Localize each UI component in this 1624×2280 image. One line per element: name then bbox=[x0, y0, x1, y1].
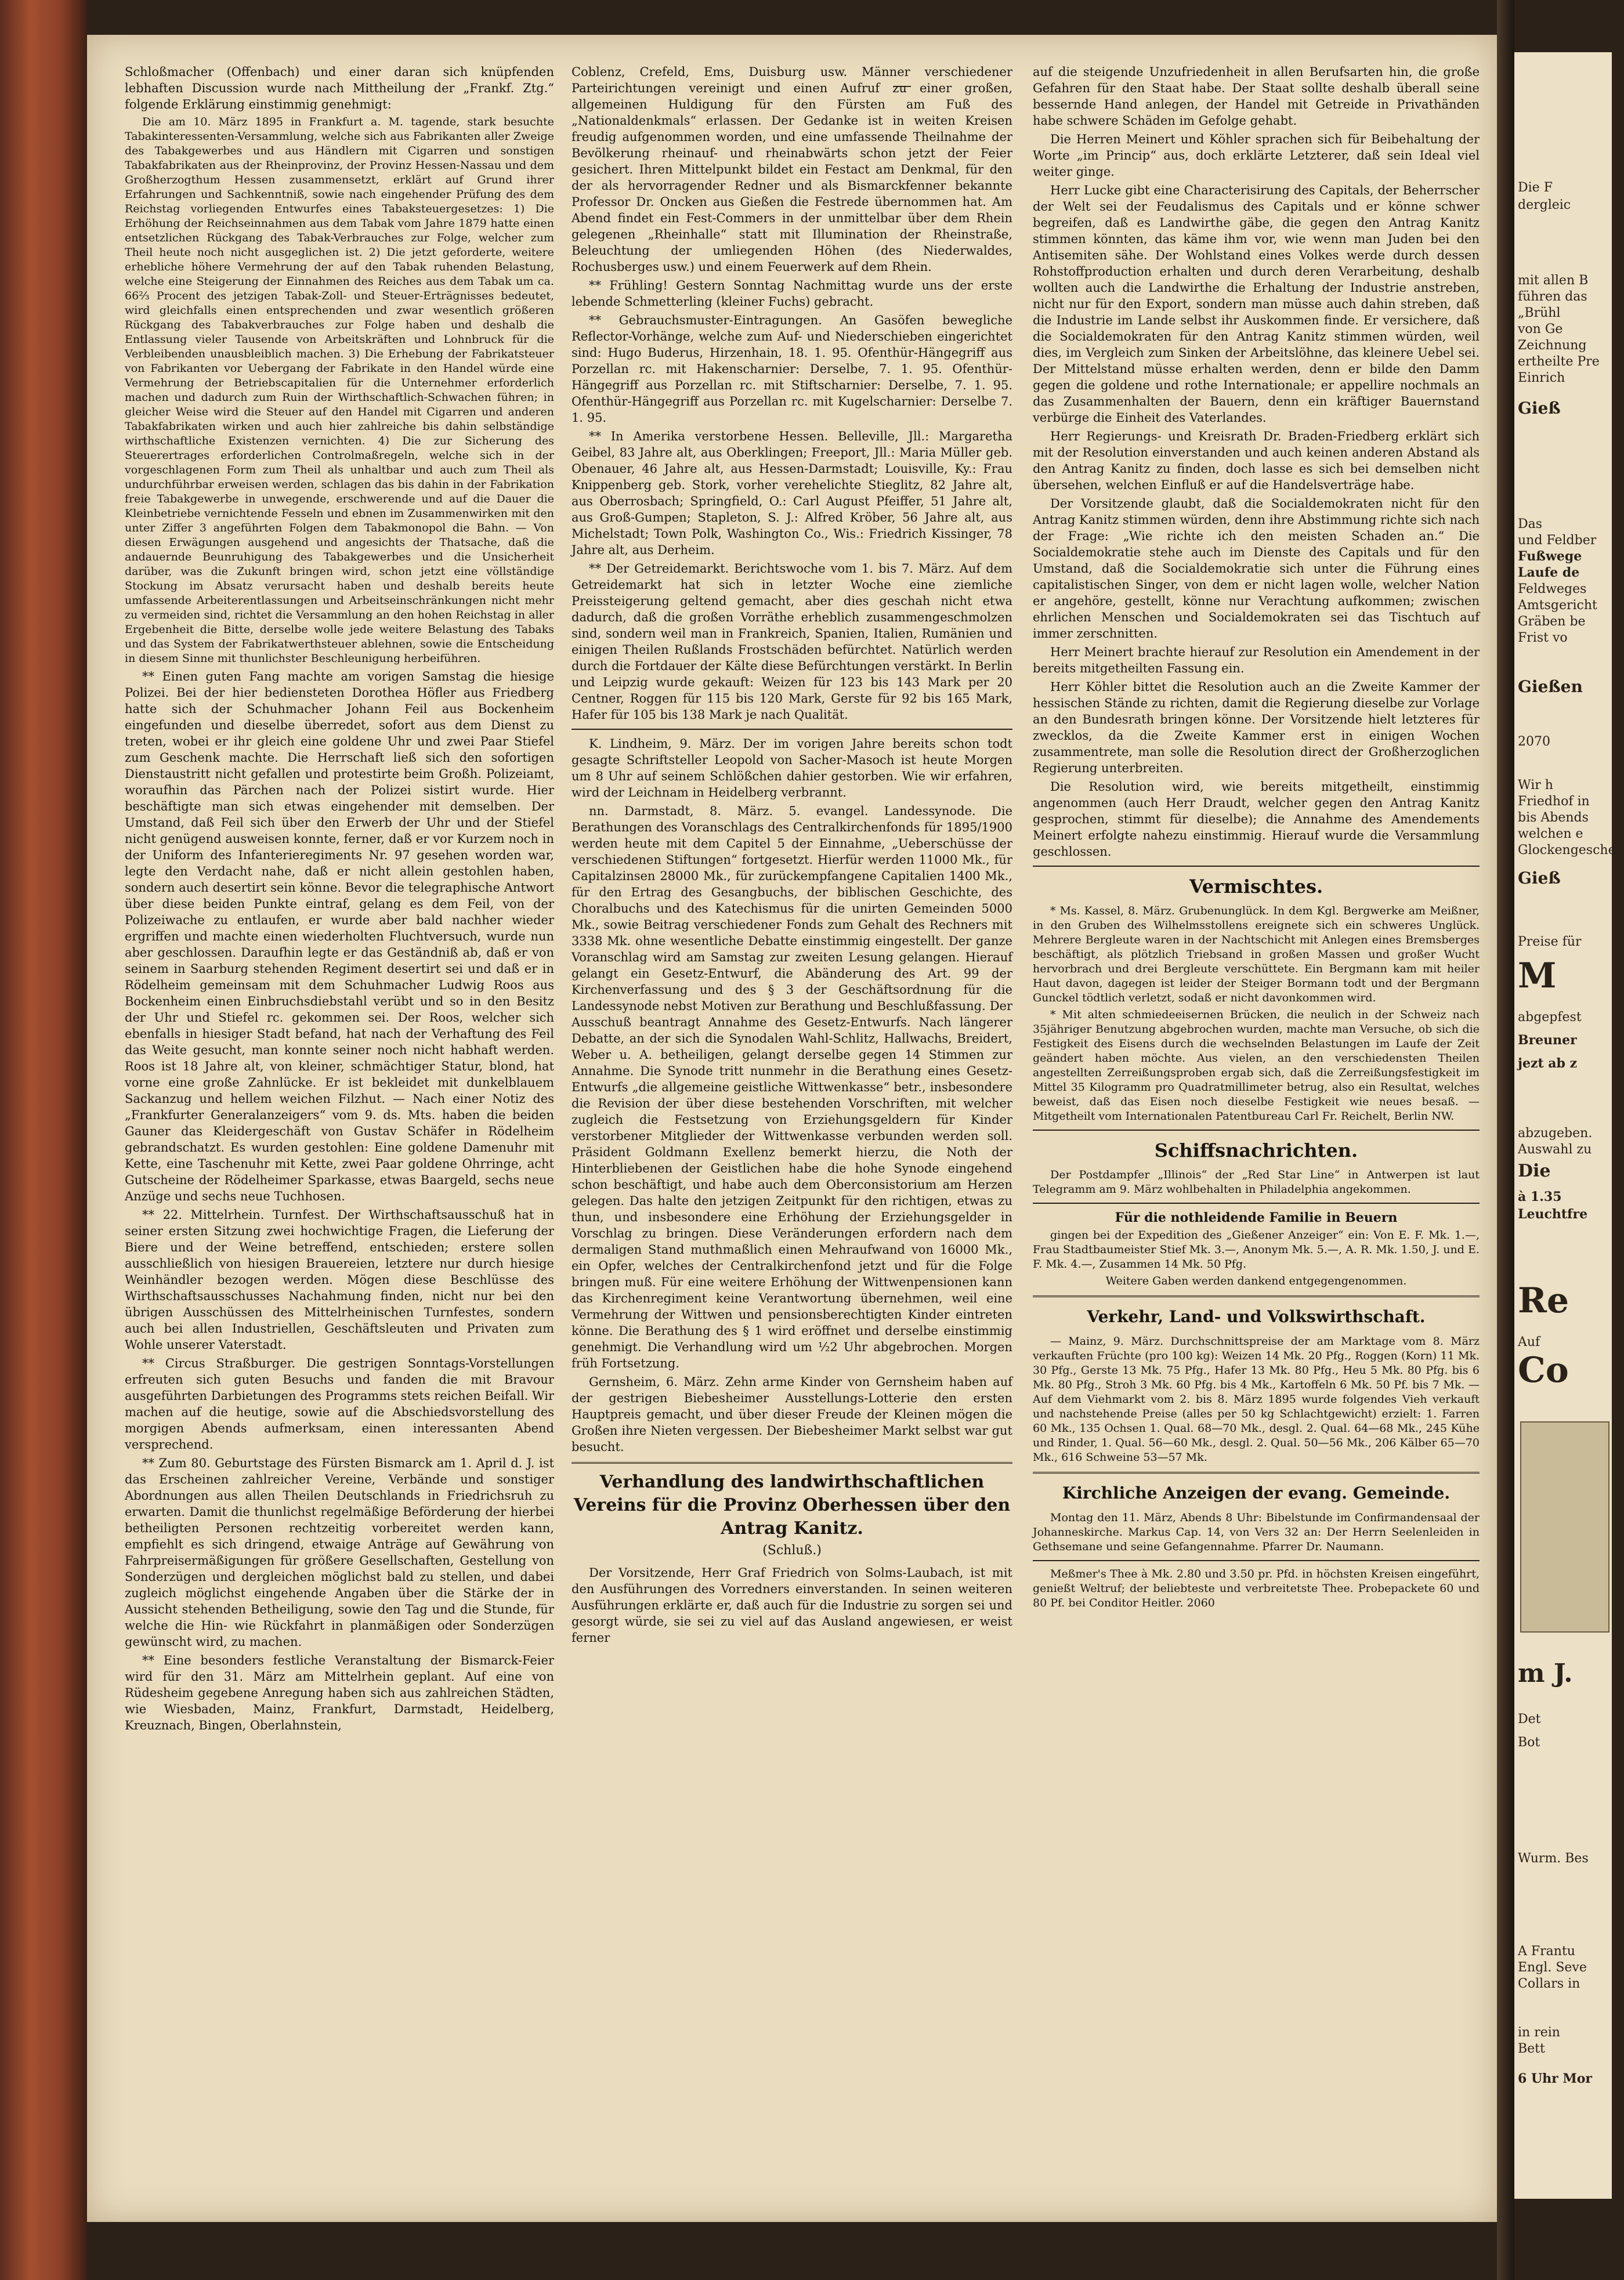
fragment: Wir h bbox=[1518, 778, 1553, 792]
fragment: abzugeben. bbox=[1518, 1126, 1593, 1141]
article-police-catch: ** Einen guten Fang machte am vorigen Samstag die hiesige Polizei. Bei der hier bediensteten Dorothea Höfler aus Friedberg hatte sich der Schuhmacher Johann Feil aus Bockenheim eingefunden und dieselbe überredet, sofort aus dem Dienst zu treten, wobei er ihr gleich eine goldene Uhr und zwei Paar Stiefel zum Geschenk machte. Die Herrschaft ließ sich den sofortigen Dienstaustritt nicht gefallen und protestirte beim Großh. Polizeiamt, woraufhin das Pärchen nach der Polizei sistirt wurde. Hier beschäftigte man sich etwas eingehender mit demselben. Der Umstand, daß Feil sich über den Erwerb der Uhr und der Stiefel nicht genügend ausweisen konnte, ferner, daß er vor Kurzem noch in der Uniform des Infanterieregiments Nr. 97 gesehen worden war, legte den Verdacht nahe, daß er nicht allein gestohlen haben, sondern auch desertirt sein könne. Bevor die telegraphische Antwort über diese beiden Punkte eintraf, gelang es dem Feil, von der Polizeiwache zu entlaufen, er wurde aber bald nachher wieder ergriffen und machte einen wiederholten Fluchtversuch, wurde nun aber geschlossen. Daraufhin legte er das Geständniß ab, daß er von seinem in Saarburg stehenden Regiment desertirt sei und daß er in Rödelheim gemeinsam mit dem Schuhmacher Ludwig Roos aus Bockenheim einen Einbruchsdiebstahl verübt und so in den Besitz der Uhr und Stiefel rc. gekommen sei. Der Roos, welcher sich ebenfalls in hiesiger Stadt befand, hat nach der Verhaftung des Feil das Weite gesucht, man konnte seiner noch nicht habhaft werden. Roos ist 18 Jahre alt, von kleiner, schmächtiger Statur, blond, hat vorne eine große Zahnlücke. Er ist bekleidet mit dunkelblauem Sackanzug und hellem weichen Filzhut. — Nach einer Notiz des „Frankfurter Generalanzeigers“ vom 9. ds. Mts. haben die beiden Gauner das Kleidergeschäft von Gustav Schäfer in Rödelheim gebrandschatzt. Es wurden gestohlen: Eine goldene Damenuhr mit Kette, eine Taschenuhr mit Kette, zwei Paar goldene Ohrringe, acht Gutscheine der Rödelheimer Sparkasse, etwas Baargeld, sechs neue Anzüge und sechs neue Tuchhosen. bbox=[125, 669, 554, 1203]
fragment: „Brühl bbox=[1518, 306, 1561, 320]
fragment: Det bbox=[1518, 1712, 1541, 1727]
article-bruecken: * Mit alten schmiedeeisernen Brücken, die neulich in der Schweiz nach 35jähriger Benutzung abgebrochen wurden, machte man Versuche, ob sich die Festigkeit des Eisens durch die wechselnden Belastungen im Laufe der Zeit geändert haben möchte. Aus vielen, an den verschiedensten Theilen angestellten Zerreißungsproben ergab sich, daß die Zerreißungsfestigkeit im Mittel 35 Kilogramm pro Quadratmillimeter betrug, also ein Resultat, welches beweist, daß das Eisen noch dieselbe Festigkeit wie neues besaß. — Mitgetheilt vom Internationalen Patentbureau Carl Fr. Reichelt, Berlin NW. bbox=[1033, 1008, 1480, 1123]
article-amerika: ** In Amerika verstorbene Hessen. Belleville, Jll.: Margaretha Geibel, 83 Jahre alt, aus Oberklingen; Freeport, Jll.: Maria Müller geb. Obenauer, 46 Jahre alt, aus Hessen-Darmstadt; Louisville, Ky.: Frau Knippenberg geb. Stork, vorher verehelichte Stieglitz, 82 Jahre alt, aus Oberrosbach; Springfield, O.: Carl August Pfeiffer, 51 Jahre alt, aus Groß-Gumpen; Stapleton, S. J.: Alfred Kröber, 56 Jahre alt, aus Michelstadt; Town Polk, Washington Co., Wis.: Friedrich Kissinger, 78 Jahre alt, aus Derheim. bbox=[572, 429, 1012, 557]
article-bismarck-feier: ** Eine besonders festliche Veranstaltung der Bismarck-Feier wird für den 31. März am Mittelrhein geplant. Auf eine von Rüdesheim gegebene Anregung haben sich aus zahlreichen Städten, wie Wiesbaden, Mainz, Frankfurt, Darmstadt, Heidelberg, Kreuznach, Bingen, Oberlahnstein, bbox=[125, 1653, 554, 1732]
fragment: Frist vo bbox=[1518, 631, 1568, 645]
article-text: Herr Köhler bittet die Resolution auch an die Zweite Kammer der hessischen Stände zu richten, damit die Regierung dieselbe zur Vorlage an den Bundesrath bringen könne. Der Vorsitzende hielt letzteres für zwecklos, da die Zweite Kammer erst in einigen Wochen zusammentrete, man solle die Resolution direct der Großherzoglichen Regierung unterbreiten. bbox=[1033, 680, 1480, 775]
fragment: bis Abends bbox=[1518, 810, 1589, 825]
fragment: Gieß bbox=[1518, 399, 1561, 418]
divider bbox=[1033, 1472, 1480, 1474]
article-text: Herr Lucke gibt eine Characterisirung des Capitals, der Beherrscher der Welt sei der Feudalismus des Capitals und er könne schwer begreifen, daß es Landwirthe gäbe, die gegen den Antrag Kanitz stimmen könnten, das käme ihm vor, wie wenn man Juden bei den Antisemiten sähe. Der Wohlstand eines Volkes werde durch dessen Rohstoffproduction erhalten und durch deren Verarbeitung, deshalb wollten auch die Landwirthe die Erhaltung der Industrie anstreben, nicht nur für den Export, sondern man müsse auch dahin streben, daß die Industrie im Lande selbst ihr Auskommen finde. Er versichere, daß die Socialdemokraten für den Antrag Kanitz stimmen würden, weil dies, im Vergleich zum Sinken der Arbeitslöhne, das kleinere Uebel sei. Der Mittelstand müsse erhalten werden, denn er bilde den Damm gegen die goldene und rothe Internationale; er appellire nochmals an das Zusammenhalten der Bauern, denn ein kräftiger Bauernstand verbürge die Einheit des Vaterlandes. bbox=[1033, 183, 1480, 425]
fragment: Wurm. Bes bbox=[1518, 1851, 1589, 1866]
fragment: dergleic bbox=[1518, 198, 1571, 212]
fragment: 2070 bbox=[1518, 734, 1550, 749]
fragment: m J. bbox=[1518, 1659, 1573, 1688]
fragment: ertheilte Pre bbox=[1518, 354, 1600, 369]
article-text: Die Herren Meinert und Köhler sprachen sich für Beibehaltung der Worte „im Princip“ aus, doch erklärte Letzterer, daß sein Ideal viel weiter ginge. bbox=[1033, 132, 1480, 179]
fragment: Amtsgericht bbox=[1518, 598, 1597, 613]
donation-note: Weitere Gaben werden dankend entgegengenommen. bbox=[1105, 1275, 1407, 1287]
fragment: von Ge bbox=[1518, 322, 1563, 336]
article-bismarck-birthday: ** Zum 80. Geburtstage des Fürsten Bismarck am 1. April d. J. ist das Erscheinen zahlreicher Vereine, Verbände und sonstiger Abordnungen aus allen Theilen Deutschlands in Friedrichsruh zu erwarten. Damit die thunlichst regelmäßige Beförderung der hierbei betheiligten Personen rechtzeitig vorbereitet werden kann, empfiehlt es sich dringend, etwaige Anträge auf Gewährung von Fahrpreisermäßigungen für größere Gesellschaften, Gestellung von Sonderzügen und dergleichen möglichst bald zu stellen, und dabei zugleich möglichst eingehende Angaben über die Stärke der in Aussicht stehenden Betheiligung, sowie den Tag und die Stunde, für welche die Hin- wie Rückfahrt in planmäßigen oder Sonderzügen gewünscht wird, zu machen. bbox=[125, 1456, 554, 1649]
article-circus: ** Circus Straßburger. Die gestrigen Sonntags-Vorstellungen erfreuten sich guten Besuchs und fanden die mit Bravour ausgeführten Darbietungen des Programms stets reichen Beifall. Wir machen auf die heutige, sowie auf die Abschiedsvorstellung des morgigen Abends aufmerksam, einen interessanten Abend versprechend. bbox=[125, 1356, 554, 1452]
article-text: Coblenz, Crefeld, Ems, Duisburg usw. Männer verschiedener Parteirichtungen vereinigt und einen Aufruf zu einer großen, allgemeinen Huldigung für den Fürsten am Fuß des „Nationaldenkmals“ erlassen. Der Gedanke ist in weiten Kreisen freudig aufgenommen worden, und eine umfassende Theilnahme der Bevölkerung rheinauf- und rheinabwärts schon jetzt der Feier gesichert. Ihren Mittelpunkt bildet ein Festact am Denkmal, für den der als hervorragender Redner und als Bismarckfenner bekannte Professor Dr. Oncken aus Gießen die Festrede übernommen hat. Am Abend findet ein Fest-Commers in der unmittelbar über dem Rhein gelegenen „Rheinhalle“ statt mit Illumination der Rheinstraße, Beleuchtung der umliegenden Höhen (des Niederwaldes, Rochusberges usw.) und einem Feuerwerk auf dem Rhein. bbox=[572, 65, 1012, 274]
advertisement-thee: Meßmer's Thee à Mk. 2.80 und 3.50 pr. Pfd. in höchsten Kreisen eingeführt, genießt Weltruf; der beliebteste und verbreitetste Thee. Probepackete 60 und 80 Pf. bei Conditor Heitler. 2060 bbox=[1033, 1568, 1480, 1609]
divider bbox=[572, 729, 1012, 730]
fragment: Preise für bbox=[1518, 935, 1582, 949]
fragment: Zeichnung bbox=[1518, 338, 1587, 353]
fragment: Einrich bbox=[1518, 371, 1565, 385]
column-3 bbox=[1033, 64, 1480, 1613]
article-turnfest: ** 22. Mittelrhein. Turnfest. Der Wirthschaftsausschuß hat in seiner ersten Sitzung zwei hochwichtige Fragen, die Lieferung der Biere und der Weine betreffend, entschieden; erstere sollen ausschließlich von hiesigen Brauereien, letztere nur durch hiesige Weinhändler bezogen werden. Mögen diese Beschlüsse des Wirthschaftsausschusses Nachahmung finden, nicht nur bei den übrigen Ausschüssen des Mittelrheinischen Turnfestes, sondern auch bei allen Industriellen, Geschäftsleuten und Privaten zum Wohle unserer Vaterstadt. bbox=[125, 1208, 554, 1352]
adjacent-page bbox=[1514, 52, 1624, 2199]
column-1 bbox=[125, 64, 554, 1736]
article-text: Die Resolution wird, wie bereits mitgetheilt, einstimmig angenommen (auch Herr Draudt, welcher gegen den Antrag Kanitz gesprochen, stimmt für dieselbe); die Annahme des Amendements Meinert erfolgte nahezu einstimmig. Hierauf wurde die Versammlung geschlossen. bbox=[1033, 780, 1480, 859]
column-2 bbox=[572, 64, 1012, 1648]
section-heading-schiffsnachrichten: Schiffsnachrichten. bbox=[1154, 1139, 1358, 1161]
fragment: Auswahl zu bbox=[1518, 1142, 1592, 1157]
section-heading-verkehr: Verkehr, Land- und Volkswirthschaft. bbox=[1087, 1307, 1426, 1326]
fragment: Auf bbox=[1518, 1335, 1540, 1349]
fragment: M bbox=[1518, 956, 1557, 996]
fragment: Laufe de bbox=[1518, 565, 1580, 580]
fragment: in rein bbox=[1518, 2025, 1560, 2040]
article-marktpreise: — Mainz, 9. März. Durchschnittspreise der am Marktage vom 8. März verkauften Früchte (pro 100 kg): Weizen 14 Mk. 20 Pfg., Roggen (Korn) 11 Mk. 30 Pfg., Gerste 13 Mk. 75 Pfg., Hafer 13 Mk. 80 Pfg., Heu 5 Mk. 80 Pfg. bis 6 Mk. 80 Pfg., Stroh 3 Mk. 60 Pfg. bis 4 Mk., Kartoffeln 6 Mk. 50 Pf. bis 7 Mk. — Auf dem Viehmarkt vom 2. bis 8. März 1895 wurde folgendes Vieh verkauft und nachstehende Preise (alles per 50 kg Schlachtgewicht) erzielt: 1. Farren 60 Mk., 135 Ochsen 1. Qual. 68—70 Mk., desgl. 2. Qual. 64—68 Mk., 245 Kühe und Rinder, 1. Qual. 56—60 Mk., desgl. 2. Qual. 50—56 Mk., 206 Kälber 65—70 Mk., 616 Schweine 53—57 Mk. bbox=[1033, 1335, 1480, 1464]
fragment: Glockengeschen bbox=[1518, 843, 1624, 857]
divider bbox=[1033, 1130, 1480, 1131]
fragment: und Feldber bbox=[1518, 533, 1597, 548]
fragment: à 1.35 bbox=[1518, 1189, 1562, 1204]
article-lindheim: K. Lindheim, 9. März. Der im vorigen Jahre bereits schon todt gesagte Schriftsteller Leopold von Sacher-Masoch ist heute Morgen um 8 Uhr auf seinem Schlößchen dahier gestorben. Wie wir erfahren, wird der Leichnam in Heidelberg verbrannt. bbox=[572, 737, 1012, 799]
fragment: Das bbox=[1518, 517, 1543, 531]
divider bbox=[1033, 1203, 1480, 1204]
fragment: Breuner bbox=[1518, 1033, 1577, 1048]
fragment: Die F bbox=[1518, 180, 1553, 195]
fragment: abgepfest bbox=[1518, 1010, 1582, 1025]
fragment: führen das bbox=[1518, 289, 1587, 304]
article-gebrauchsmuster: ** Gebrauchsmuster-Eintragungen. An Gasöfen bewegliche Reflector-Vorhänge, welche zum Auf- und Niederschieben eingerichtet sind: Hugo Buderus, Hirzenhain, 18. 1. 95. Ofenthür-Hängegriff aus Porzellan rc. mit Hakenscharnier: Derselbe, 7. 1. 95. Ofenthür-Hängegriff aus Porzellan rc. mit Stiftscharnier: Derselbe, 7. 1. 95. Ofenthür-Hängegriff aus Porzellan rc. mit Kugelscharnier: Derselbe 7. 1. 95. bbox=[572, 313, 1012, 425]
section-heading-kirchliche: Kirchliche Anzeigen der evang. Gemeinde. bbox=[1062, 1483, 1451, 1503]
article-text: Die am 10. März 1895 in Frankfurt a. M. tagende, stark besuchte Tabakinteressenten-Versammlung, welche sich aus Fabrikanten aller Zweige des Tabakgewerbes und aus Händlern mit Cigarren und sonstigen Tabakfabrikaten aus der Rheinprovinz, der Provinz Hessen-Nassau und dem Großherzogthum Hessen zusammensetzt, erklärt auf Grund ihrer Erfahrungen und Sachkenntniß, sowie nach eingehender Prüfung des dem Reichstag vorliegenden Entwurfes eines Tabaksteuergesetzes: 1) Die Erhöhung der Reichseinnahmen aus dem Tabak vom Jahre 1879 hatte einen entsetzlichen Rückgang des Tabak-Verbrauches zur Folge, welcher zum Theil heute noch nicht ausgeglichen ist. 2) Die jetzt geforderte, weitere erhebliche höhere Vermehrung der auf den Tabak ruhenden Belastung, welche eine Steigerung der Einnahmen des Reiches aus dem Tabak um ca. 66⅔ Procent des jetzigen Tabak-Zoll- und Steuer-Erträgnisses bedeutet, wird gleichfalls einen entsprechenden und zwar wesentlich größeren Rückgang des Tabakverbrauches zur Folge haben und deshalb die Entlassung vieler Tausende von Arbeitskräften und Lohnbruck für die Verbleibenden unausbleiblich machen. 3) Die Erhebung der Fabrikatsteuer von Fabrikanten vor Uebergang der Fabrikate in den Handel würde eine Vermehrung der Betriebscapitalien für die Unternehmer erforderlich machen und dadurch zum Ruin der Wirthschaftlich-Schwachen führen; in gleicher Weise wird die Steuer auf den Handel mit Cigarren und anderen Tabakfabrikaten wirken und auch hier zahlreiche bis dahin selbständige wirthschaftliche Existenzen vernichten. 4) Die zur Sicherung des Steuerertrages erforderlichen Controlmaßregeln, welche sich in der vorgeschlagenen Form zum Theil als unhaltbar und auch zum Theil als undurchführbar erweisen werden, schlagen das bis dahin in der Fabrikation freie Tabakgewerbe in unwegende, erschwerende und auf die Dauer die Kleinbetriebe vernichtende Fesseln und ebnen im Zusammenwirken mit den unter Ziffer 3 angeführten Folgen dem Tabakmonopol die Bahn. — Von diesen Erwägungen ausgehend und angesichts der Thatsache, daß die andauernde Beunruhigung des Tabakgewerbes und die Unsicherheit darüber, was die Zukunft bringen wird, schon jetzt eine völlständige Stockung im Absatz verursacht haben und deshalb bereits heute umfassende Arbeiterentlassungen und Arbeitseinschränkungen nicht mehr zu vermeiden sind, richtet die Versammlung an den hohen Reichstag in aller Ergebenheit die Bitte, derselbe wolle jede weitere Belastung des Tabaks und das System der Fabrikatwerthsteuer ablehnen, sowie die Entscheidung in diesem Sinne mit thunlichster Beschleunigung herbeiführen. bbox=[125, 115, 554, 665]
fragment: Gieß bbox=[1518, 868, 1561, 888]
article-getreidemarkt: ** Der Getreidemarkt. Berichtswoche vom 1. bis 7. März. Auf dem Getreidemarkt hat sich in letzter Woche eine ziemliche Preissteigerung geltend gemacht, aber dies geschah nicht etwa dadurch, daß die großen Vorräthe erheblich zusammengeschmolzen sind, sondern weil man in Frankreich, Spanien, Italien, Rumänien und einigen Theilen Rußlands Frostschäden befürchtet. Natürlich werden durch die Fortdauer der Kälte diese Befürchtungen verstärkt. In Berlin und Leipzig wurde gekauft: Weizen für 123 bis 143 Mark per 20 Centner, Roggen für 115 bis 120 Mark, Gerste für 92 bis 165 Mark, Hafer für 105 bis 138 Mark je nach Qualität. bbox=[572, 562, 1012, 722]
church-notice: Montag den 11. März, Abends 8 Uhr: Bibelstunde im Confirmandensaal der Johanneskirche. Markus Cap. 14, von Vers 32 an: Der Herrn Seelenleiden in Gethsemane und seine Gefangennahme. Pfarrer Dr. Naumann. bbox=[1033, 1511, 1480, 1553]
divider bbox=[1033, 1560, 1480, 1561]
fragment: Collars in bbox=[1518, 1977, 1580, 1991]
page-gutter bbox=[1497, 0, 1514, 2280]
fragment: Feldweges bbox=[1518, 582, 1587, 596]
article-grubenunglueck: * Ms. Kassel, 8. März. Grubenunglück. In dem Kgl. Bergwerke am Meißner, in den Gruben des Wilhelmsstollens ereignete sich ein schweres Unglück. Mehrere Bergleute waren in der Nachtschicht mit Anlegen eines Bremsberges beschäftigt, als plötzlich Triebsand in großen Massen und großer Wucht hervorbrach und drei Bergleute verschüttete. Ein Bergmann kam mit heiler Haut davon, dagegen ist leider der Steiger Bormann todt und der Bergmann Gunckel tödtlich verletzt, sodaß er nicht davonkommen wird. bbox=[1033, 904, 1480, 1004]
fragment: Engl. Seve bbox=[1518, 1960, 1587, 1975]
article-fruehling: ** Frühling! Gestern Sonntag Nachmittag wurde uns der erste lebende Schmetterling (kleiner Fuchs) gebracht. bbox=[572, 278, 1012, 309]
article-subheading: (Schluß.) bbox=[762, 1543, 822, 1558]
fragment: jezt ab z bbox=[1518, 1056, 1578, 1071]
article-gernsheim: Gernsheim, 6. März. Zehn arme Kinder von Gernsheim haben auf der gestrigen Biebesheimer Ausstellungs-Lotterie den ersten Hauptpreis gemacht, und über dieser Freude der Kleinen mögen die Großen ihre Nieten vergessen. Der Biebesheimer Markt selbst war gut besucht. bbox=[572, 1375, 1012, 1454]
article-text: Herr Regierungs- und Kreisrath Dr. Braden-Friedberg erklärt sich mit der Resolution einverstanden und auch keinen anderen Abstand als den Antrag Kanitz zu finden, doch lasse es sich bei demselben nicht übersehen, welchen Einfluß er auf die Handelsverträge habe. bbox=[1033, 429, 1480, 492]
article-text: Herr Meinert brachte hierauf zur Resolution ein Amendement in der bereits mitgetheilten Fassung ein. bbox=[1033, 645, 1480, 675]
section-heading-vermischtes: Vermischtes. bbox=[1189, 875, 1323, 897]
article-schiff: Der Postdampfer „Illinois“ der „Red Star Line“ in Antwerpen ist laut Telegramm am 9. März wohlbehalten in Philadelphia angekommen. bbox=[1033, 1168, 1480, 1196]
fragment: mit allen B bbox=[1518, 273, 1589, 288]
fragment: 6 Uhr Mor bbox=[1518, 2071, 1593, 2086]
fragment: Bett bbox=[1518, 2042, 1545, 2056]
fragment: welchen e bbox=[1518, 827, 1583, 841]
divider bbox=[1033, 866, 1480, 867]
fragment: Re bbox=[1518, 1280, 1569, 1321]
divider bbox=[1033, 1295, 1480, 1297]
fragment: Die bbox=[1518, 1161, 1551, 1181]
article-verhandlung: Der Vorsitzende, Herr Graf Friedrich von Solms-Laubach, ist mit den Ausführungen des Vorredners einverstanden. In seinen weiteren Ausführungen erklärte er, daß auch für die Industrie zu sorgen sei und gesorgt würde, sie sei zu viel auf das Ausland angewiesen, er weist ferner bbox=[572, 1566, 1012, 1645]
divider bbox=[572, 1462, 1012, 1464]
article-heading: Verhandlung des landwirthschaftlichen Vereins für die Provinz Oberhessen über den Antrag Kanitz. bbox=[573, 1472, 1011, 1539]
fragment: Friedhof in bbox=[1518, 794, 1590, 809]
fragment: Fußwege bbox=[1518, 549, 1582, 564]
article-text: Schloßmacher (Offenbach) und einer daran sich knüpfenden lebhaften Discussion wurde nach Mittheilung der „Frankf. Ztg.“ folgende Erklärung einstimmig genehmigt: bbox=[125, 65, 554, 111]
article-text: auf die steigende Unzufriedenheit in allen Berufsarten hin, die große Gefahren für den Staat habe. Der Staat sollte deshalb überall seine bessernde Hand anlegen, der Handel mit Getreide in Privathänden habe schwere Schäden im Gefolge gehabt. bbox=[1033, 65, 1480, 128]
donation-list: gingen bei der Expedition des „Gießener Anzeiger“ ein: Von E. F. Mk. 1.—, Frau Stadtbaumeister Stief Mk. 3.—, Anonym Mk. 5.—, A. R. Mk. 1.50, J. und E. F. Mk. 4.—, Zusammen 14 Mk. 50 Pfg. bbox=[1033, 1229, 1480, 1271]
fragment: Gräben be bbox=[1518, 614, 1586, 629]
article-darmstadt-synode: nn. Darmstadt, 8. März. 5. evangel. Landessynode. Die Berathungen des Voranschlags des Centralkirchenfonds für 1895/1900 werden heute mit dem Capitel 5 der Einnahme, „Ueberschüsse der verschiedenen Stiftungen“ fortgesetzt. Hierfür werden 11000 Mk., für Capitalzinsen 28000 Mk., für zurückempfangene Capitalien 1400 Mk., für den Ertrag des Gesangbuchs, der biblischen Geschichte, des Choralbuchs und des Katechismus für die unirten Gemeinden 5000 Mk., sowie Beitrag verschiedener Fonds zum Gehalt des Rechners mit 3338 Mk. ohne wesentliche Debatte einstimmig eingestellt. Der ganze Voranschlag wird am Samstag zur zweiten Lesung gelangen. Hierauf gelangt ein Gesetz-Entwurf, die Abänderung des Art. 99 der Kirchenverfassung und des § 3 der Geschäftsordnung für die Landessynode nebst Motiven zur Berathung und Beschlußfassung. Der Ausschuß beantragt Annahme des Gesetz-Entwurfs. Nach längerer Debatte, an der sich die Synodalen Wahl-Schlitz, Hallwachs, Breidert, Weber u. A. betheiligen, gelangt derselbe gegen 14 Stimmen zur Annahme. Die Synode tritt nunmehr in die Berathung eines Gesetz-Entwurfs „die allgemeine geistliche Wittwenkasse“ betr., insbesondere die Revision der über diese bestehenden Vorschriften, mit welcher zugleich die Festsetzung von Erziehungsgeldern für Kinder verstorbener Mitglieder der Wittwenkasse verbunden werden soll. Präsident Goldmann Exellenz bemerkt hierzu, die Noth der Hinterbliebenen der Geistlichen habe die hohe Synode eingehend schon beschäftigt, und habe auch dem Oberconsistorium am Herzen gelegen. Das halte den jetzigen Zeitpunkt für den richtigen, etwas zu thun, und insbesondere eine Erhöhung der Erziehungsgelder in Vorschlag zu bringen. Diese Veränderungen erfordern nach dem dermaligen Stand muthmaßlich einen Mehraufwand von 16000 Mk., ein Opfer, welches der Centralkirchenfond jetzt und für die Folge bringen muß. Für eine weitere Erhöhung der Wittwenpensionen kann das Kirchenregiment keine Verantwortung übernehmen, weil eine Vermehrung der Wittwen und pensionsberechtigten Kinder eintreten könne. Die Berathung des § 1 wird eröffnet und derselbe einstimmig genehmigt. Die Verhandlung wird um ½2 Uhr abgebrochen. Morgen früh Fortsetzung. bbox=[572, 804, 1012, 1370]
book-binding bbox=[0, 0, 87, 2280]
article-text: Der Vorsitzende glaubt, daß die Socialdemokraten nicht für den Antrag Kanitz stimmen würden, denn ihre Abstimmung richte sich nach der Frage: „Wie richte ich den meisten Schaden an.“ Die Socialdemokratie stehe auch im Dienste des Capitals und für den Umstand, daß die Socialdemokratie sich unter die Führung eines capitalistischen Singer, von dem er nicht lagen wolle, welcher Nation er angehöre, gestellt, könne nur Verachtung aufkommen; zwischen ehrlichen Menschen und Socialdemokraten sei das Tischtuch auf immer zerschnitten. bbox=[1033, 497, 1480, 640]
fragment: Bot bbox=[1518, 1735, 1540, 1750]
fragment: Co bbox=[1518, 1350, 1569, 1391]
fragment: Leuchtfre bbox=[1518, 1207, 1588, 1222]
advertisement-image bbox=[1520, 1421, 1609, 1633]
fragment: Gießen bbox=[1518, 677, 1583, 696]
donation-heading: Für die nothleidende Familie in Beuern bbox=[1115, 1210, 1398, 1225]
fragment: A Frantu bbox=[1518, 1944, 1575, 1959]
